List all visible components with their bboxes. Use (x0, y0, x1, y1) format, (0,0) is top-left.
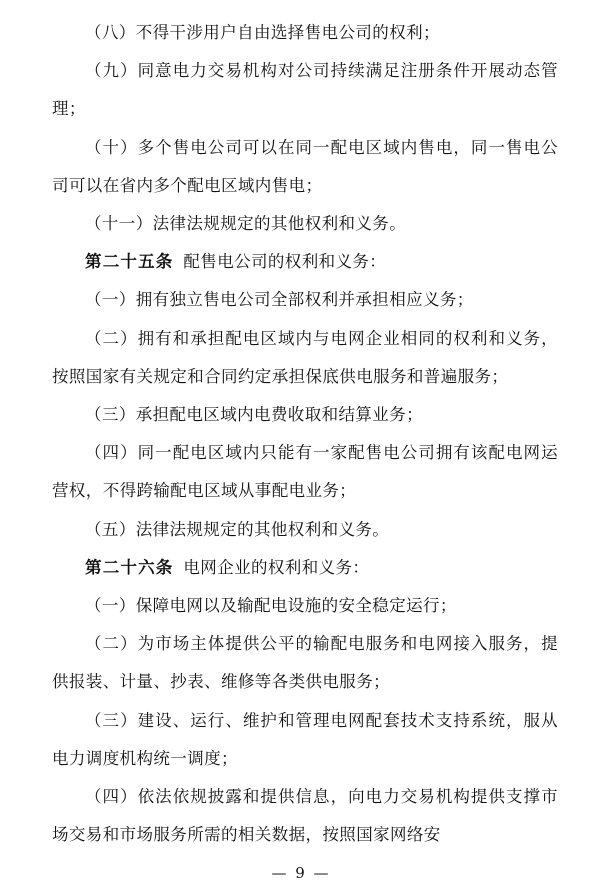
article-text: 配售电公司的权利和义务： (183, 252, 387, 272)
page-footer (0, 864, 602, 882)
paragraph: （四）同一配电区域内只能有一家配售电公司拥有该配电网运营权，不得跨输配电区域从事配电业务； (52, 443, 558, 501)
article-paragraph (52, 243, 558, 281)
paragraph: （二）拥有和承担配电区域内与电网企业相同的权利和义务，按照国家有关规定和合同约定承担保底供电服务和普遍服务； (52, 328, 558, 386)
article-paragraph (52, 549, 558, 587)
paragraph: （十一）法律法规规定的其他权利和义务。 (85, 214, 407, 234)
page-number: — 9 — (271, 864, 331, 882)
paragraph: （五）法律法规规定的其他权利和义务。 (85, 519, 390, 539)
paragraph: （二）为市场主体提供公平的输配电服务和电网接入服务，提供报装、计量、抄表、维修等各类供电服务； (52, 634, 558, 692)
paragraph: （三）承担配电区域内电费收取和结算业务； (85, 405, 423, 425)
paragraph: （十）多个售电公司可以在同一配电区域内售电，同一售电公司可以在省内多个配电区域内售电； (52, 137, 558, 195)
paragraph: （一）保障电网以及输配电设施的安全稳定运行； (85, 596, 457, 616)
paragraph: （八）不得干涉用户自由选择售电公司的权利； (85, 23, 440, 42)
document-body (52, 14, 558, 854)
paragraph: （三）建设、运行、维护和管理电网配套技术支持系统，服从电力调度机构统一调度； (52, 710, 558, 768)
paragraph: （九）同意电力交易机构对公司持续满足注册条件开展动态管理； (52, 61, 558, 119)
paragraph: （一）拥有独立售电公司全部权利并承担相应义务； (85, 290, 474, 310)
article-text: 电网企业的权利和义务： (183, 557, 370, 577)
article-heading: 第二十六条 (85, 557, 174, 577)
paragraph: （四）依法依规披露和提供信息，向电力交易机构提供支撑市场交易和市场服务所需的相关数据，按照国家网络安 (52, 787, 558, 845)
article-heading: 第二十五条 (85, 252, 174, 272)
